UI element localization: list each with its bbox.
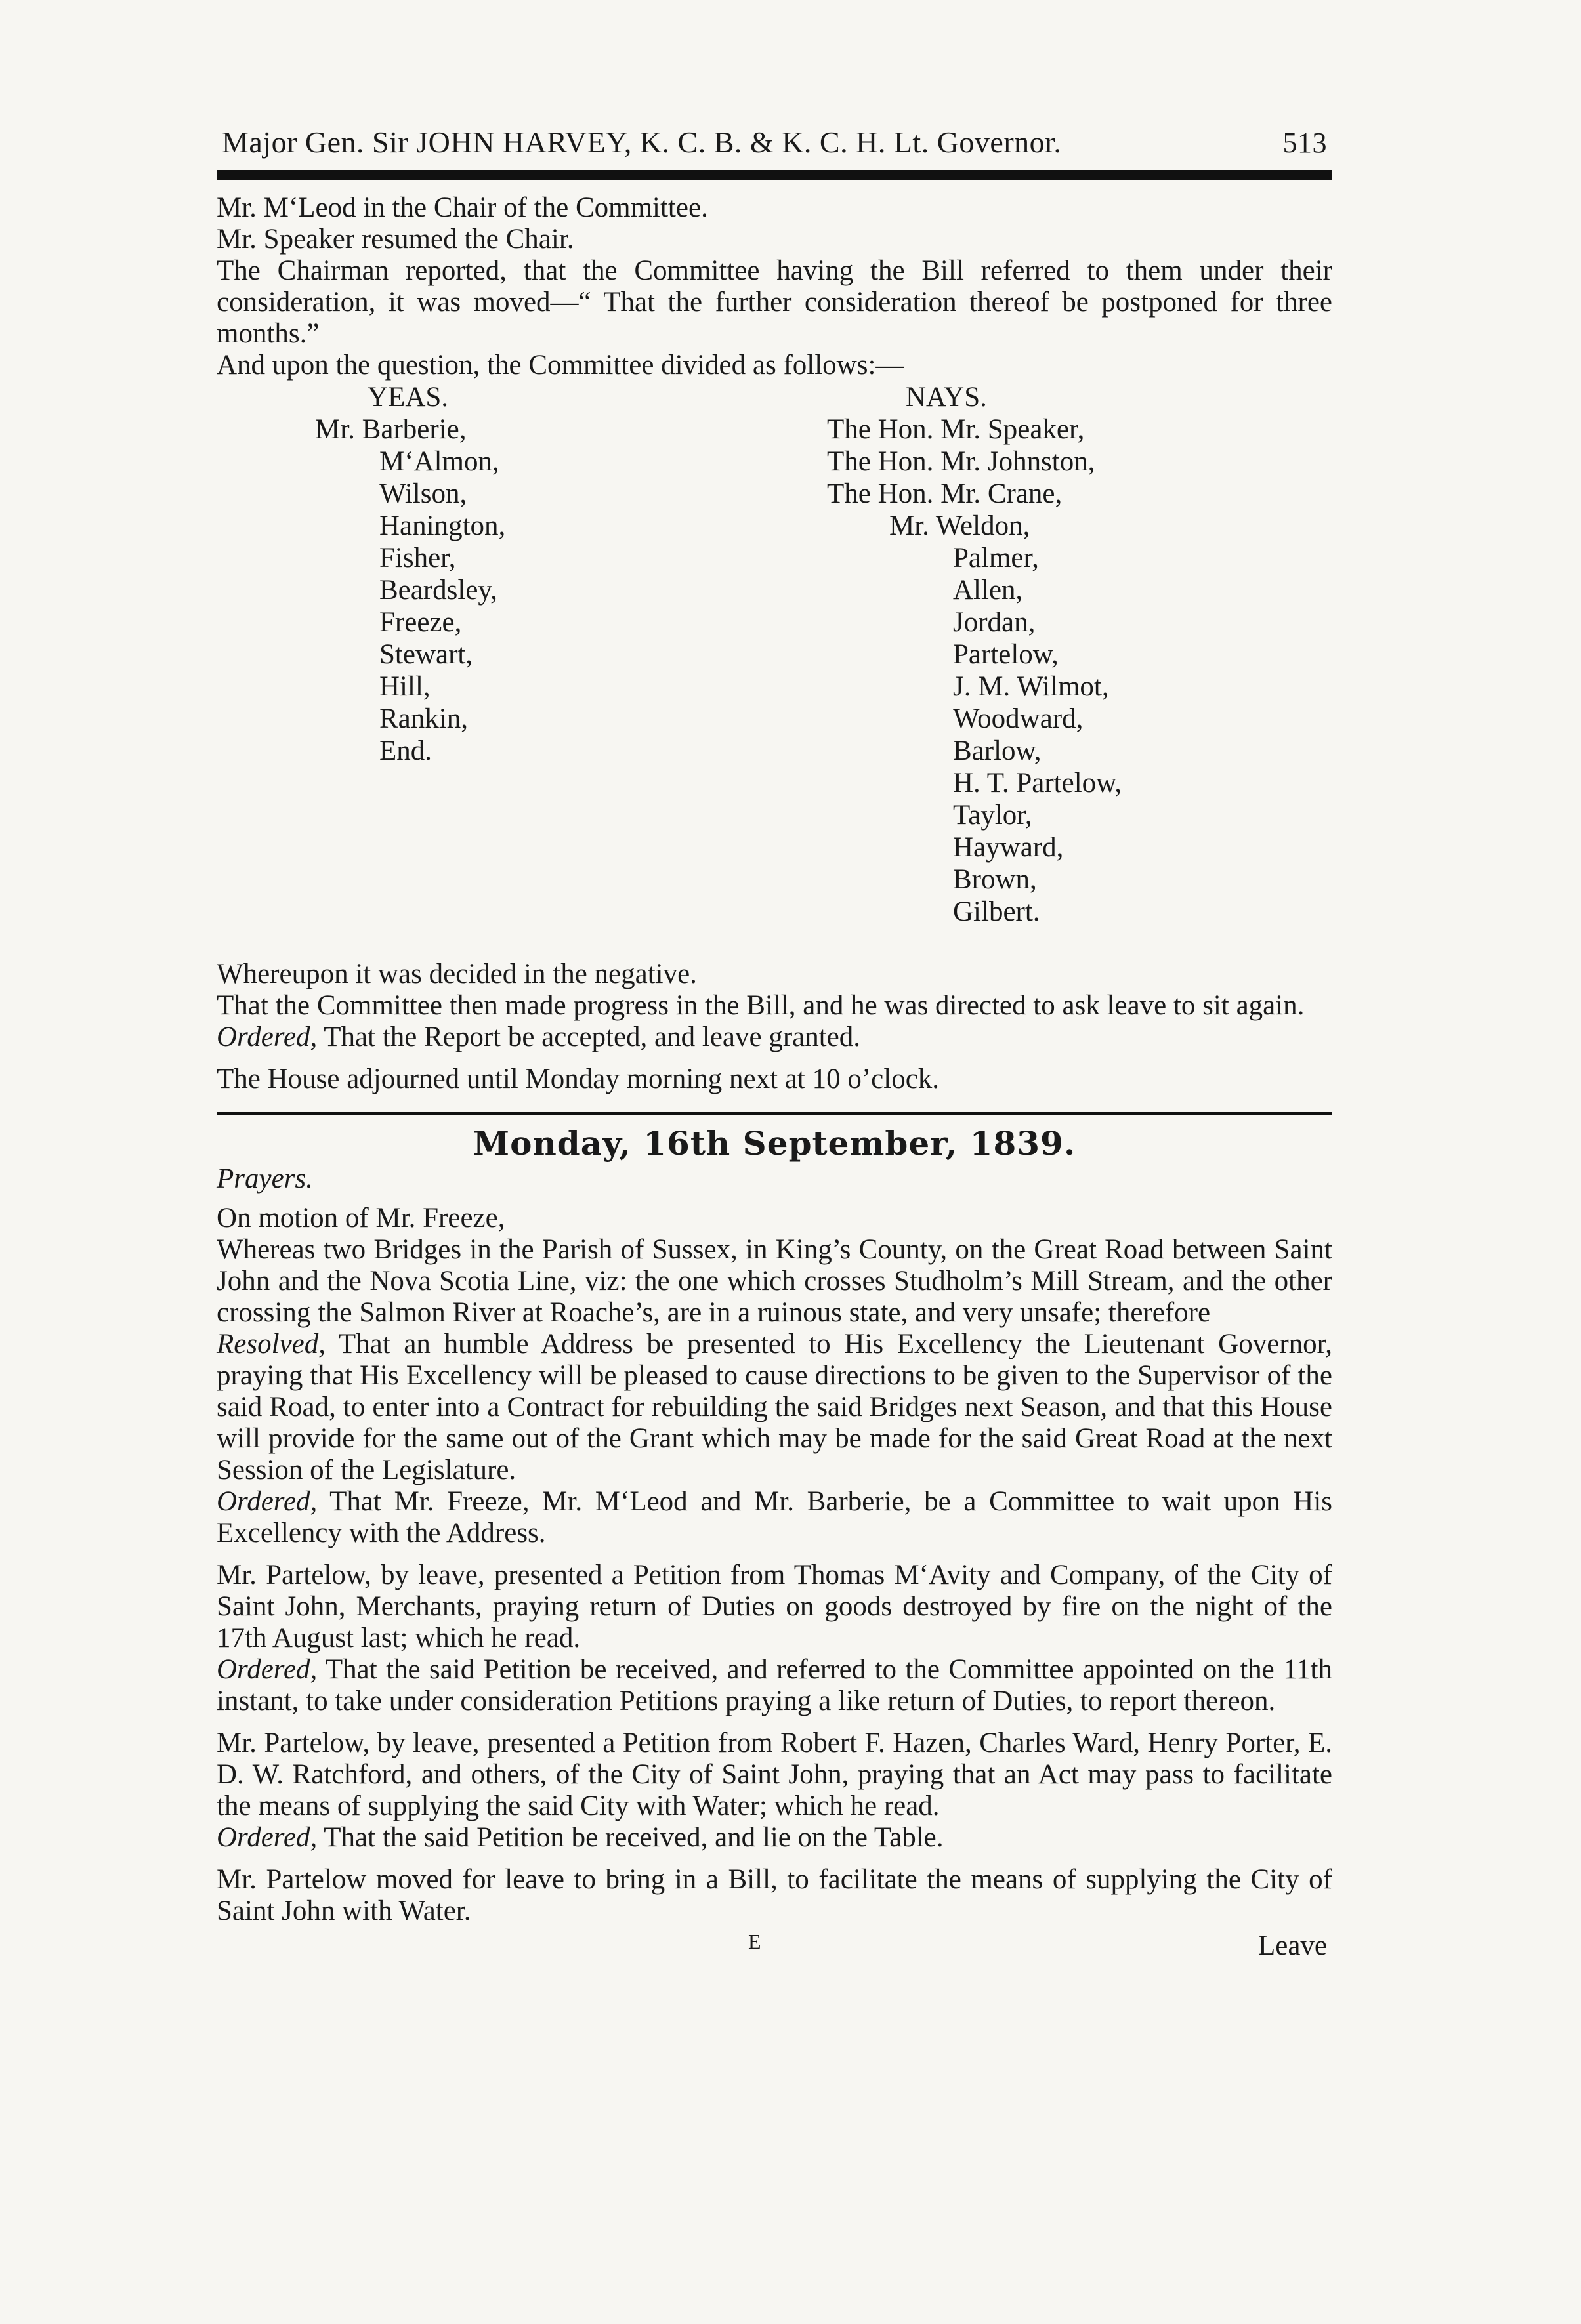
question-division: And upon the question, the Committee divided as follows:— [217,350,904,381]
petition-hazen: Mr. Partelow, by leave, presented a Petition from Robert F. Hazen, Charles Ward, Henry Porter, E. D. W. Ratchford, and others, of the City of Saint John, praying that an Act may pass to facilitate the means of supplying the said City with Water; which he read. [217,1728,1332,1821]
chair-note: Mr. M‘Leod in the Chair of the Committee. [217,192,708,223]
yea-name: Fisher, [379,543,456,573]
page-footer [217,1930,1332,1969]
nay-name: The Hon. Mr. Speaker, [827,414,1085,445]
resolved-clause [217,1329,1332,1486]
yea-name: Beardsley, [379,575,497,606]
page-number: 513 [1282,127,1327,159]
signature-mark: E [748,1930,761,1953]
yea-name: Freeze, [379,607,462,638]
nay-name: Gilbert. [953,896,1040,927]
nays-column [827,413,1122,928]
nay-name: The Hon. Mr. Crane, [827,478,1063,509]
yea-name: End. [379,736,432,766]
decided-negative: Whereupon it was decided in the negative. [217,959,697,989]
petition-mcavity: Mr. Partelow, by leave, presented a Petition from Thomas M‘Avity and Company, of the City of Saint John, Merchants, praying return of Duties on goods destroyed by fire on the night of the 17th August last; which he read. [217,1560,1332,1653]
nay-name: Hayward, [953,832,1064,863]
resolved-text: That an humble Address be presented to His Excellency the Lieutenant Governor, praying that His Excellency will be pleased to cause directions to be given to the Supervisor of the said Road, to enter into a Contract for rebuilding the said Bridges next Season, and that this House will provide for the same out of the Grant which may be made for the said Great Road at the next Session of the Legislature. [217,1329,1332,1485]
adjournment: The House adjourned until Monday morning next at 10 o’clock. [217,1064,940,1094]
yeas-heading: YEAS. [368,382,449,413]
motion-freeze: On motion of Mr. Freeze, [217,1203,505,1234]
ordered-lead: Ordered, [217,1822,318,1853]
nay-name: Brown, [953,864,1037,895]
ordered-text: That the said Petition be received, and lie on the Table. [317,1822,944,1853]
yea-name: Mr. Barberie, [315,414,467,445]
nays-heading: NAYS. [906,382,987,413]
ordered-lead: Ordered, [217,1022,318,1052]
running-header [217,125,1332,159]
ordered-petition-referred [217,1654,1332,1717]
chairman-report: The Chairman reported, that the Committee having the Bill referred to them under their consideration, it was moved—“ That the further consideration thereof be postponed for three months.” [217,255,1332,349]
yeas-column [315,413,505,767]
nay-name: Taylor, [953,800,1032,831]
nay-name: Palmer, [953,543,1039,573]
yea-name: Rankin, [379,703,468,734]
nay-name: J. M. Wilmot, [953,671,1109,702]
nay-name: Barlow, [953,736,1042,766]
running-title: Major Gen. Sir JOHN HARVEY, K. C. B. & K. C. H. Lt. Governor. [222,125,1062,159]
division-list [217,381,1332,959]
yea-name: Stewart, [379,639,473,670]
nay-name: Jordan, [953,607,1036,638]
yea-name: Hanington, [379,510,506,541]
ordered-lead: Ordered, [217,1486,318,1517]
nay-name: H. T. Partelow, [953,768,1122,799]
catchword: Leave [1257,1930,1327,1961]
motion-water-bill: Mr. Partelow moved for leave to bring in a Bill, to facilitate the means of supplying the City of Saint John with Water. [217,1864,1332,1926]
yea-name: M‘Almon, [379,446,499,477]
yea-name: Hill, [379,671,431,702]
ordered-petition-table [217,1822,1332,1854]
resolved-lead: Resolved, [217,1329,326,1359]
ordered-text: That the Report be accepted, and leave granted. [317,1022,861,1052]
ordered-text: That the said Petition be received, and referred to the Committee appointed on the 11th instant, to take under consideration Petitions praying a like return of Duties, to report thereon. [217,1654,1332,1716]
prayers-note: Prayers. [217,1163,313,1194]
ordered-lead: Ordered, [217,1654,318,1685]
nay-name: Allen, [953,575,1023,606]
yea-name: Wilson, [379,478,467,509]
nay-name: Woodward, [953,703,1084,734]
whereas-clause: Whereas two Bridges in the Parish of Sussex, in King’s County, on the Great Road between Saint John and the Nova Scotia Line, viz: the one which crosses Studholm’s Mill Stream, and the other crossing the Salmon River at Roache’s, are in a ruinous state, and very unsafe; therefore [217,1234,1332,1328]
nay-name: Partelow, [953,639,1059,670]
speaker-resumed: Mr. Speaker resumed the Chair. [217,224,574,255]
nay-name: The Hon. Mr. Johnston, [827,446,1095,477]
ordered-committee [217,1486,1332,1549]
nay-name: Mr. Weldon, [889,510,1030,541]
header-rule [217,170,1332,180]
section-rule [217,1112,1332,1115]
ordered-report [217,1022,1332,1053]
date-heading: Monday, 16th September, 1839. [473,1124,1076,1163]
progress-note: That the Committee then made progress in the Bill, and he was directed to ask leave to sit again. [217,990,1305,1021]
ordered-text: That Mr. Freeze, Mr. M‘Leod and Mr. Barberie, be a Committee to wait upon His Excellency with the Address. [217,1486,1332,1548]
journal-page [217,125,1332,1969]
